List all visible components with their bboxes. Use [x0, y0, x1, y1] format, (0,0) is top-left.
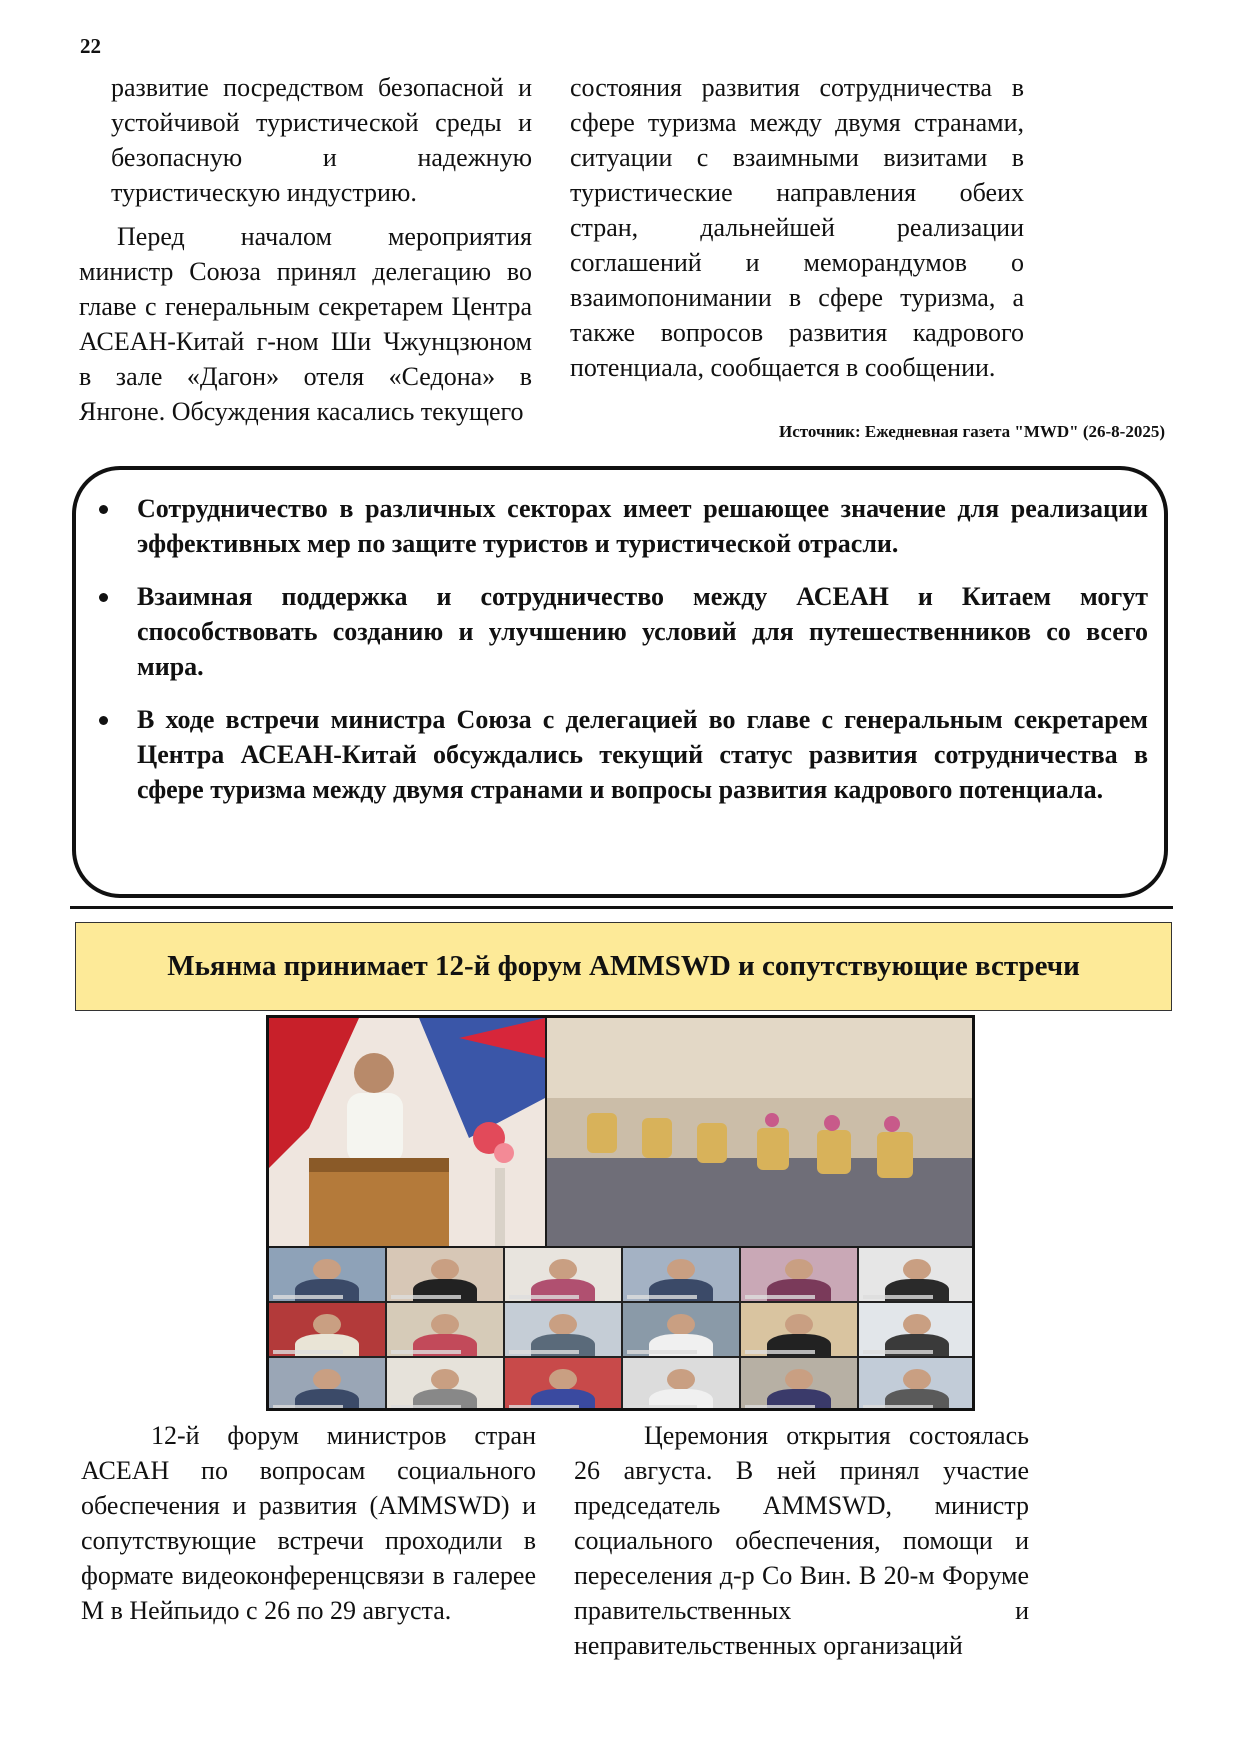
article-top-right-column — [570, 70, 1024, 385]
participant-tile — [505, 1248, 621, 1301]
article2-right-column — [574, 1418, 1029, 1663]
key-point-text: Сотрудничество в различных секторах имеет решающее значение для реализации эффективных мер по защите туристов и туристической отрасли. — [137, 494, 1148, 558]
participant-tile — [269, 1358, 385, 1411]
key-point-text: Взаимная поддержка и сотрудничество между АСЕАН и Китаем могут способствовать созданию и улучшению условий для путешественников со всего мира. — [137, 582, 1148, 681]
participant-tile — [269, 1248, 385, 1301]
participant-tile — [505, 1358, 621, 1411]
participant-tile — [505, 1303, 621, 1356]
page-number: 22 — [80, 34, 101, 58]
source-citation: Источник: Ежедневная газета "MWD" (26-8-2025) — [779, 422, 1165, 441]
article2-left-column — [81, 1418, 536, 1628]
participant-tile — [741, 1358, 857, 1411]
article-headline: Мьянма принимает 12-й форум AMMSWD и сопутствующие встречи — [75, 922, 1172, 1011]
key-point-text: В ходе встречи министра Союза с делегацией во главе с генеральным секретарем Центра АСЕАН-Китай обсуждались текущий статус развития сотрудничества в сфере туризма между двумя странами и вопросы развития кадрового потенциала. — [137, 705, 1148, 804]
participant-tile — [859, 1358, 975, 1411]
speaker-photo — [269, 1018, 545, 1246]
right-paragraph-continued: состояния развития сотрудничества в сфере туризма между двумя странами, ситуации с взаимными визитами в туристические направления обеих стран, дальнейшей реализации соглашений и меморандумов о взаимопонимании в сфере туризма, а также вопросов развития кадрового потенциала, сообщается в сообщении. — [570, 73, 1024, 382]
participant-tile — [623, 1303, 739, 1356]
section-divider — [70, 906, 1173, 909]
participant-tile — [387, 1303, 503, 1356]
article-top-left-column — [79, 70, 532, 429]
participant-tile — [387, 1358, 503, 1411]
participant-tile — [623, 1248, 739, 1301]
article2-right-paragraph: Церемония открытия состоялась 26 августа. В ней принял участие председатель AMMSWD, министр социального обеспечения, помощи и переселения д-р Со Вин. В 20-м Форуме правительственных и неправительственных организаций — [574, 1421, 1029, 1660]
bullet-icon — [99, 593, 108, 602]
participant-tile — [269, 1303, 385, 1356]
hall-photo — [547, 1018, 975, 1246]
left-paragraph-meeting: Перед началом мероприятия министр Союза принял делегацию во главе с генеральным секретарем Центра АСЕАН-Китай г-ном Ши Чжунцзюном в зале «Дагон» отеля «Седона» в Янгоне. Обсуждения касались текущего — [79, 222, 532, 426]
key-points-list — [96, 491, 1148, 825]
forum-photo — [266, 1015, 975, 1411]
participant-tile — [741, 1303, 857, 1356]
participant-tile — [623, 1358, 739, 1411]
participant-tile — [387, 1248, 503, 1301]
left-paragraph-continued: развитие посредством безопасной и устойчивой туристической среды и безопасную и надежную туристическую индустрию. — [111, 73, 532, 207]
videoconference-grid — [269, 1248, 975, 1411]
participant-tile — [859, 1248, 975, 1301]
key-point-item — [96, 491, 1148, 561]
article2-left-paragraph: 12-й форум министров стран АСЕАН по вопросам социального обеспечения и развития (AMMSWD) и сопутствующие встречи проходили в формате видеоконференцсвязи в галерее M в Нейпьидо с 26 по 29 августа. — [81, 1421, 536, 1625]
participant-tile — [859, 1303, 975, 1356]
bullet-icon — [99, 505, 108, 514]
key-point-item — [96, 702, 1148, 807]
bullet-icon — [99, 716, 108, 725]
participant-tile — [741, 1248, 857, 1301]
key-point-item — [96, 579, 1148, 684]
